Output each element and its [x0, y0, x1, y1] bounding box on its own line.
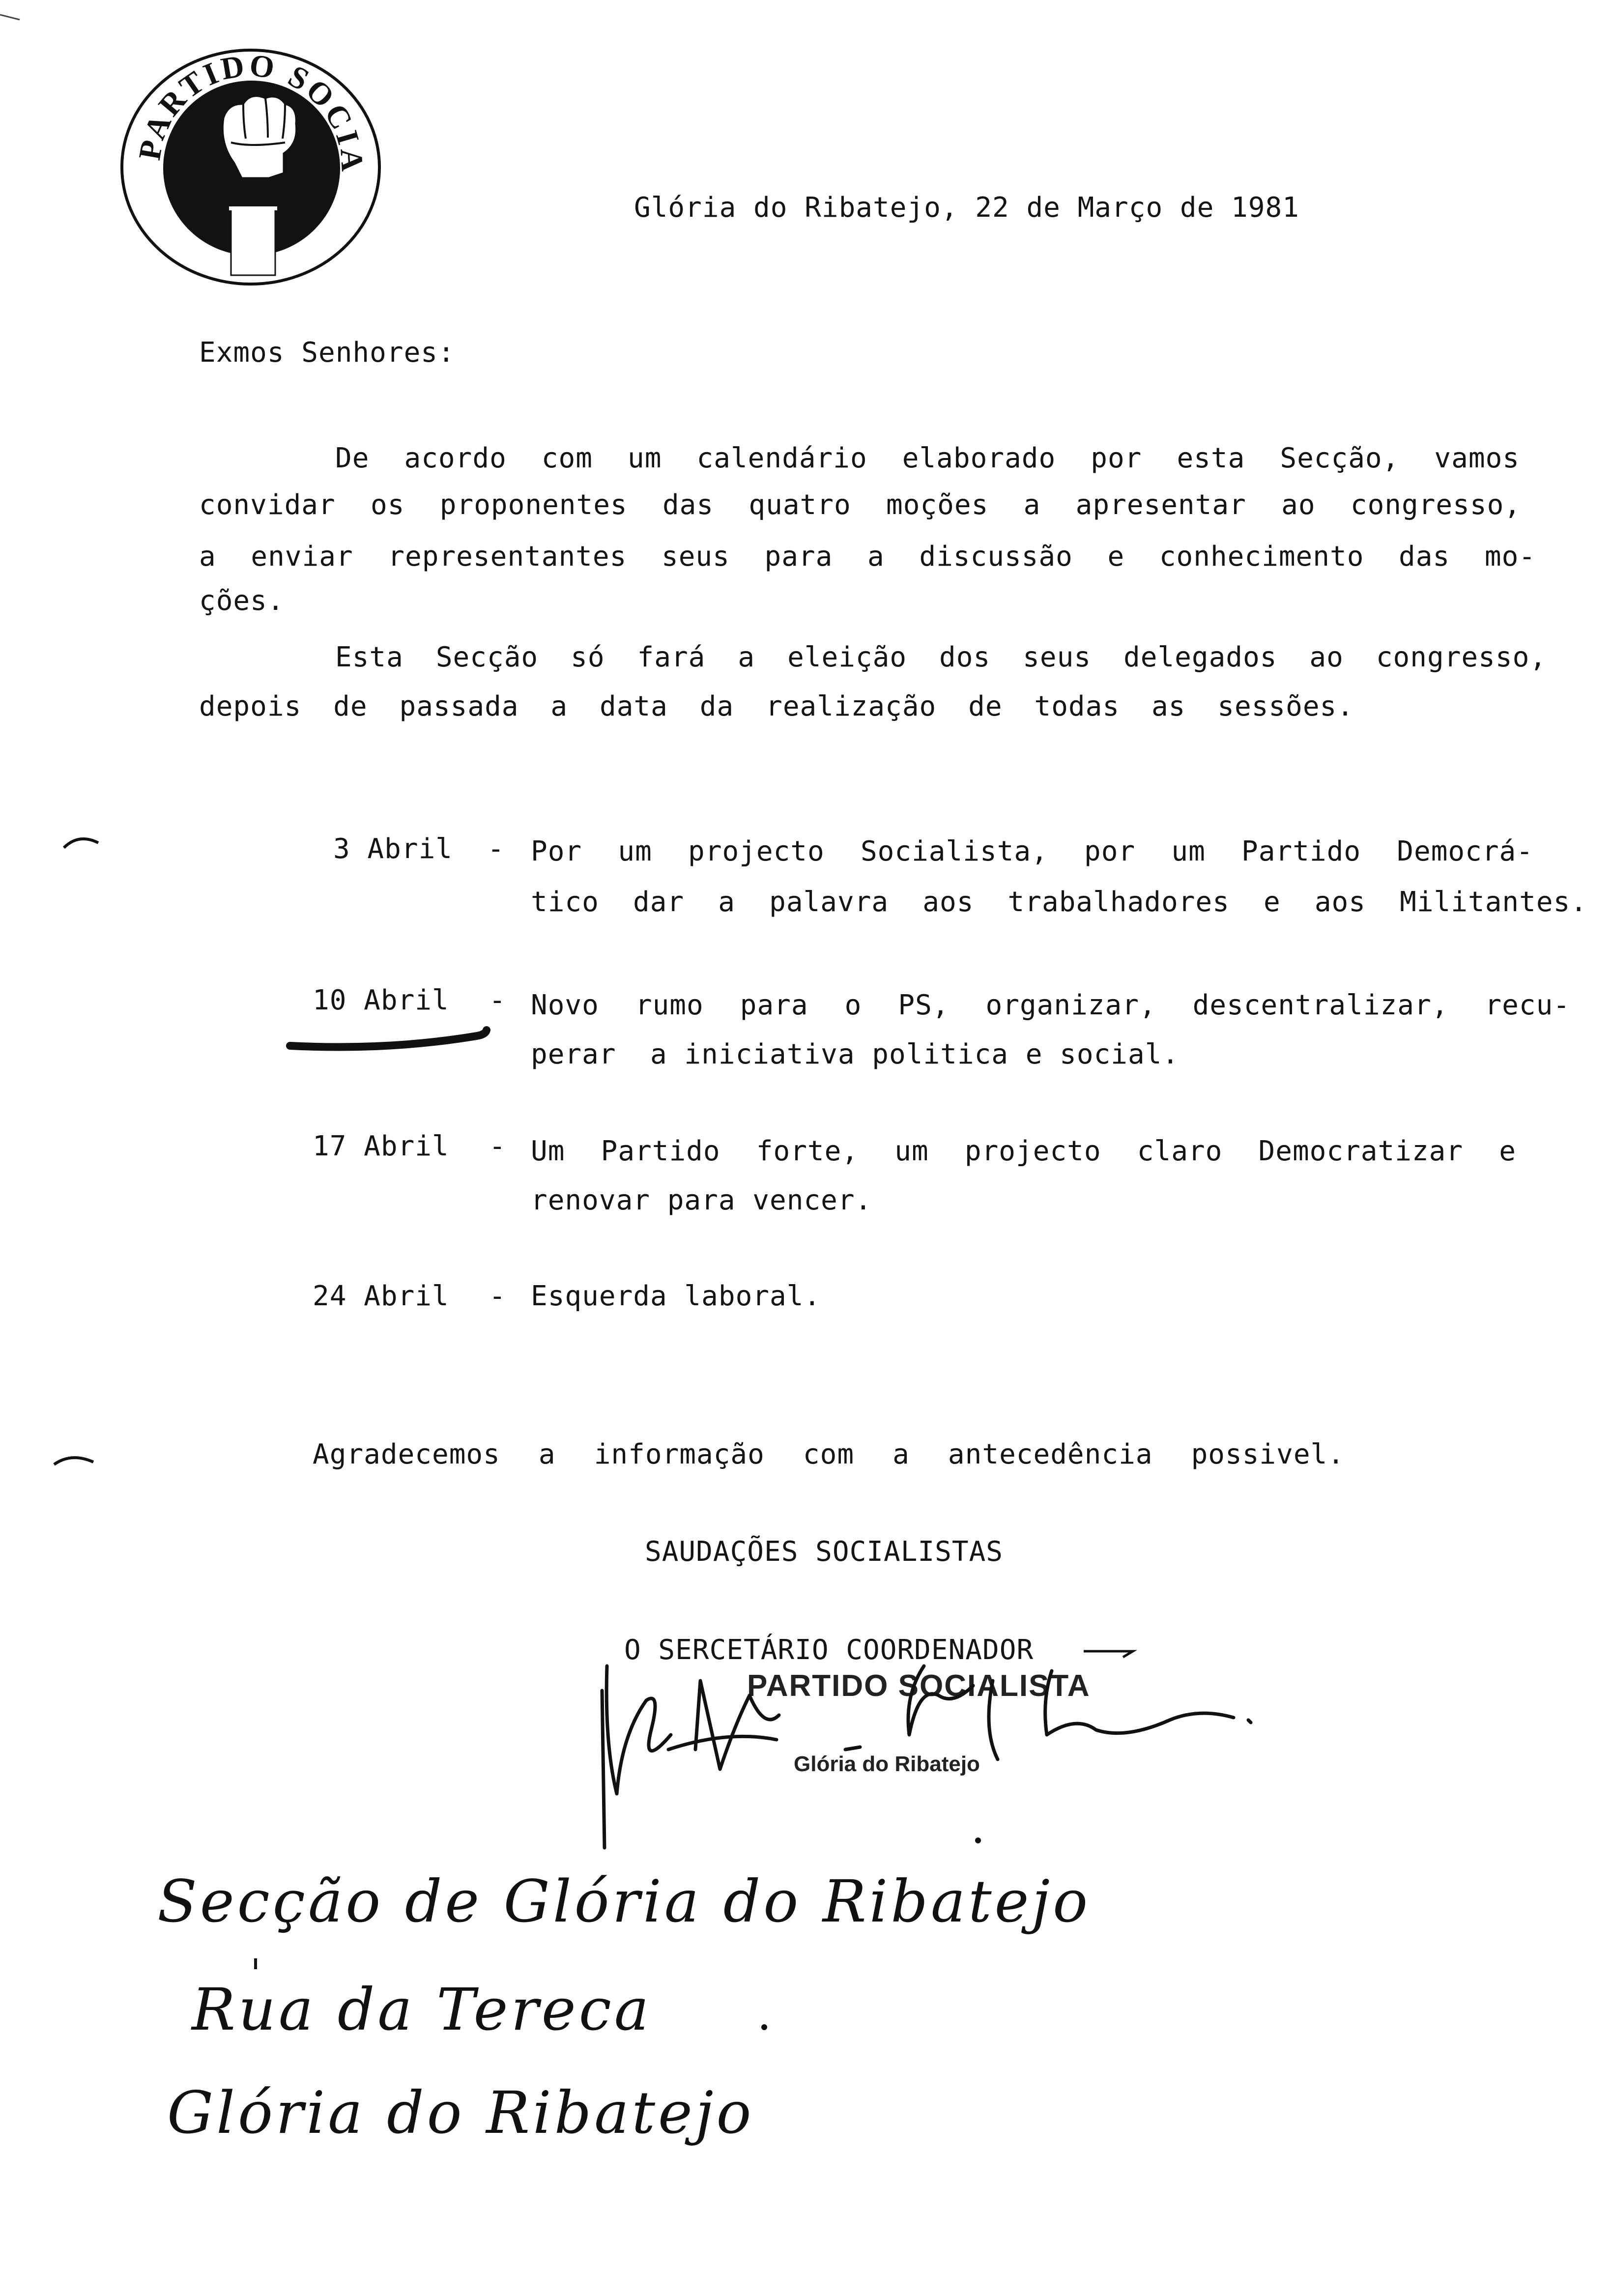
svg-text:PARTIDO SOCIALISTA: PARTIDO SOCIALISTA — [100, 16, 371, 175]
schedule-date: 17 Abril — [313, 1130, 449, 1162]
stamp-line2: Glória do Ribatejo — [794, 1752, 980, 1776]
handwritten-address-line3: Glória do Ribatejo — [167, 2079, 754, 2147]
schedule-dash: - — [489, 984, 506, 1016]
schedule-text: perar a iniciativa politica e social. — [531, 1038, 1180, 1070]
schedule-text: tico dar a palavra aos trabalhadores e aos Militantes. — [531, 886, 1587, 918]
paragraph1-line1: De acordo com um calendário elaborado por esta Secção, vamos — [335, 442, 1520, 474]
schedule-text: Esquerda laboral. — [531, 1280, 821, 1312]
paragraph2-line1: Esta Secção só fará a eleição dos seus delegados ao congresso, — [335, 641, 1547, 673]
schedule-date: 10 Abril — [313, 984, 449, 1016]
schedule-dash: - — [489, 1130, 506, 1162]
place-date: Glória do Ribatejo, 22 de Março de 1981 — [634, 192, 1299, 224]
greeting: SAUDAÇÕES SOCIALISTAS — [645, 1536, 1004, 1568]
schedule-text: renovar para vencer. — [531, 1184, 872, 1216]
handwritten-address-line1: Secção de Glória do Ribatejo — [157, 1867, 1091, 1935]
paragraph1-line3: a enviar representantes seus para a discussão e conhecimento das mo- — [199, 541, 1536, 573]
closing-line: Agradecemos a informação com a antecedência possivel. — [313, 1438, 1345, 1470]
schedule-dash: - — [488, 833, 505, 865]
paragraph1-line4: ções. — [199, 585, 285, 617]
schedule-text: Novo rumo para o PS, organizar, descentralizar, recu- — [531, 989, 1570, 1021]
stamp-line1: PARTIDO SOCIALISTA — [747, 1669, 1091, 1703]
salutation: Exmos Senhores: — [199, 337, 455, 369]
schedule-date: 24 Abril — [313, 1280, 449, 1312]
schedule-dash: - — [489, 1280, 506, 1312]
paragraph2-line2: depois de passada a data da realização de todas as sessões. — [199, 690, 1354, 722]
schedule-text: Um Partido forte, um projecto claro Democratizar e — [531, 1135, 1516, 1167]
schedule-date: 3 Abril — [333, 833, 453, 865]
paragraph1-line2: convidar os proponentes das quatro moções a apresentar ao congresso, — [199, 489, 1521, 521]
schedule-text: Por um projecto Socialista, por um Partido Democrá- — [531, 835, 1533, 867]
signatory-title: O SERCETÁRIO COORDENADOR — [624, 1634, 1034, 1666]
handwritten-address-line2: Rua da Tereca — [192, 1976, 652, 2043]
